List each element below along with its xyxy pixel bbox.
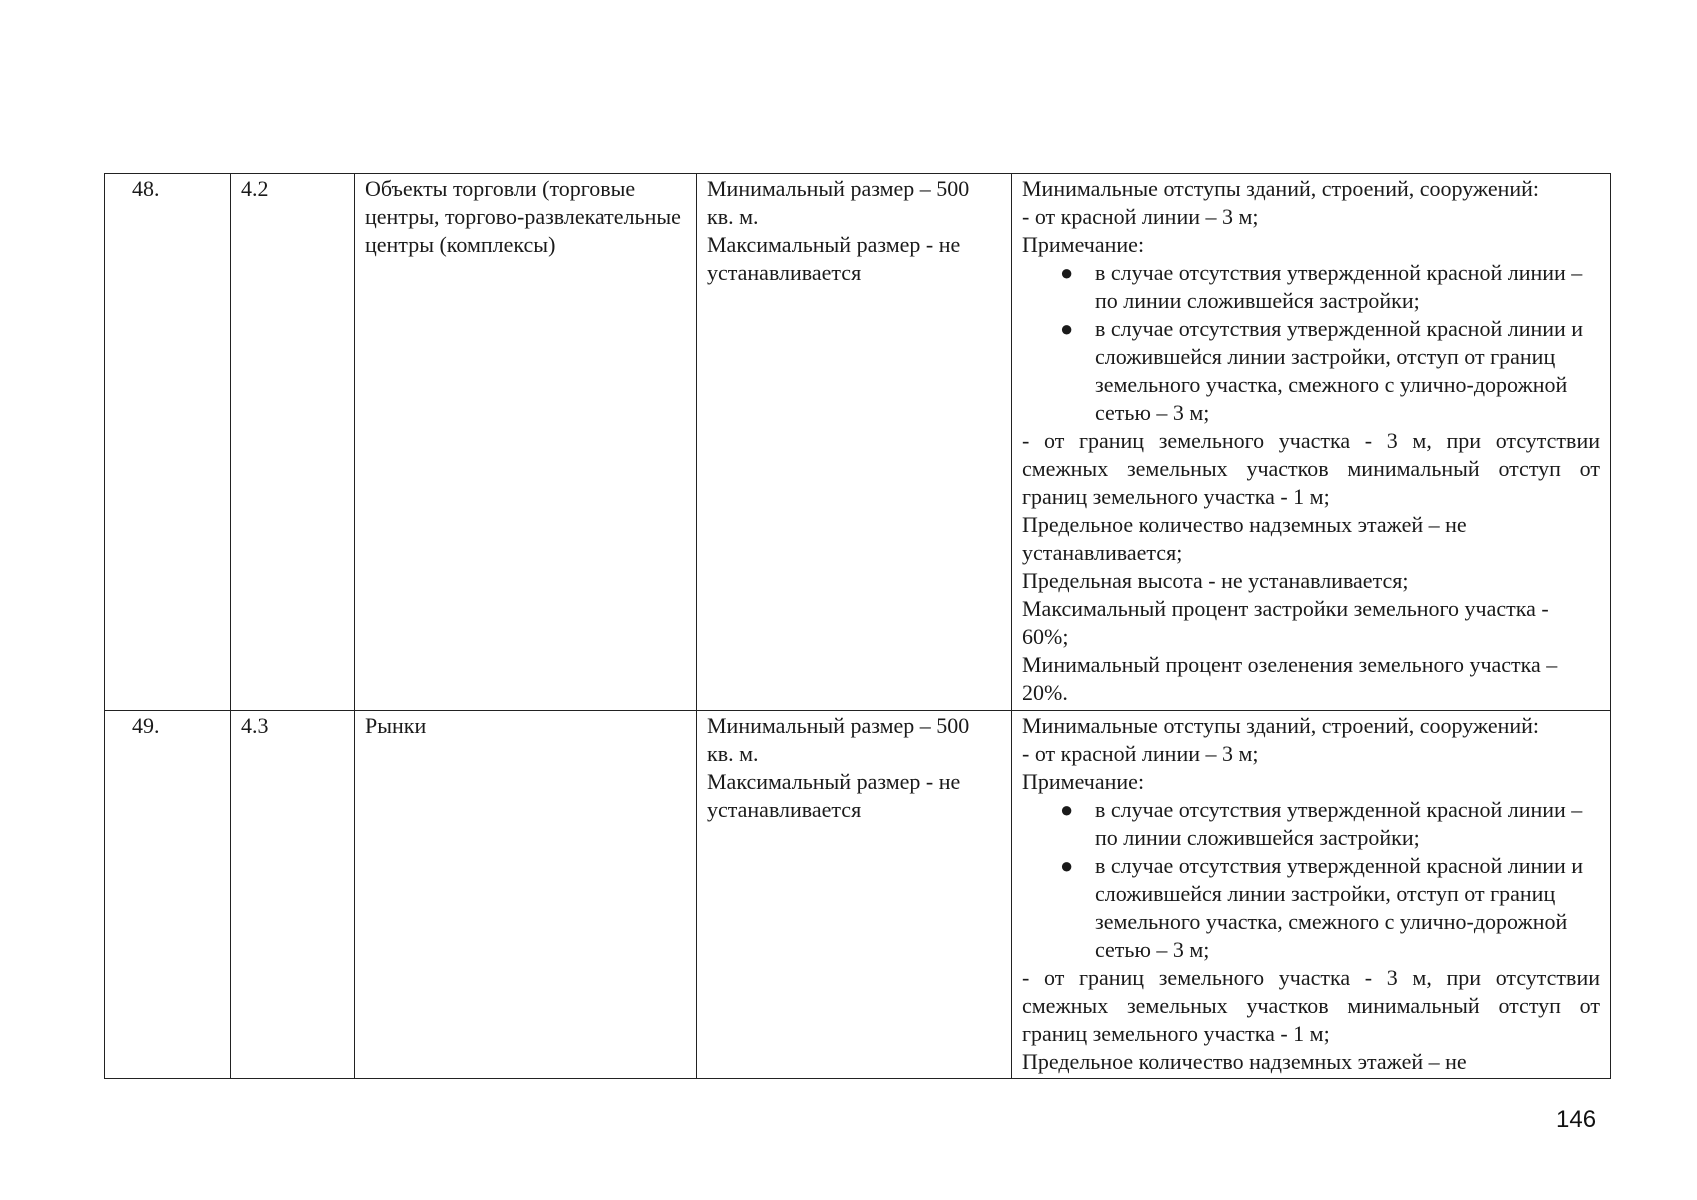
plot-size-max: Максимальный размер - не устанавливается	[707, 232, 961, 285]
bullet-icon: ●	[1060, 797, 1074, 822]
list-item	[1022, 315, 1600, 427]
use-code-cell	[231, 711, 355, 1079]
plot-size-min: Минимальный размер – 500 кв. м.	[707, 176, 970, 229]
list-item	[1022, 796, 1600, 852]
min-greening: Минимальный процент озеленения земельного участка – 20%.	[1022, 652, 1558, 705]
bullet-icon: ●	[1060, 260, 1074, 285]
boundary-setback: - от границ земельного участка - 3 м, при отсутствии смежных земельных участков минимальный отступ от границ земельного участка - 1 м;	[1022, 428, 1600, 509]
setbacks-heading: Минимальные отступы зданий, строений, сооружений:	[1022, 713, 1540, 738]
floors-limit: Предельное количество надземных этажей – не устанавливается;	[1022, 512, 1467, 565]
use-name: Объекты торговли (торговые центры, торгово-развлекательные центры (комплексы)	[365, 176, 681, 257]
max-coverage: Максимальный процент застройки земельного участка - 60%;	[1022, 596, 1549, 649]
use-code: 4.3	[241, 713, 269, 738]
red-line-setback: - от красной линии – 3 м;	[1022, 204, 1259, 229]
plot-size-min: Минимальный размер – 500 кв. м.	[707, 713, 970, 766]
floors-limit: Предельное количество надземных этажей – не	[1022, 1049, 1467, 1074]
note-label: Примечание:	[1022, 232, 1145, 257]
page-number: 146	[1556, 1106, 1597, 1133]
row-number: 48.	[132, 176, 160, 201]
note-list	[1022, 259, 1600, 427]
plot-size-cell	[697, 711, 1012, 1079]
table-row	[105, 174, 1611, 711]
use-code-cell	[231, 174, 355, 711]
list-item	[1022, 259, 1600, 315]
boundary-setback: - от границ земельного участка - 3 м, при отсутствии смежных земельных участков минимальный отступ от границ земельного участка - 1 м;	[1022, 965, 1600, 1046]
height-limit: Предельная высота - не устанавливается;	[1022, 568, 1409, 593]
use-name: Рынки	[365, 713, 427, 738]
setbacks-heading: Минимальные отступы зданий, строений, сооружений:	[1022, 176, 1540, 201]
red-line-setback: - от красной линии – 3 м;	[1022, 741, 1259, 766]
list-item-text: в случае отсутствия утвержденной красной линии и сложившейся линии застройки, отступ от границ земельного участка, смежного с улично-дорожной сетью – 3 м;	[1095, 316, 1584, 425]
use-name-cell	[355, 711, 697, 1079]
plot-size-cell	[697, 174, 1012, 711]
zoning-table	[104, 173, 1611, 1079]
note-label: Примечание:	[1022, 769, 1145, 794]
row-number-cell	[105, 174, 231, 711]
row-number: 49.	[132, 713, 160, 738]
parameters-cell	[1012, 711, 1611, 1079]
bullet-icon: ●	[1060, 853, 1074, 878]
list-item-text: в случае отсутствия утвержденной красной линии – по линии сложившейся застройки;	[1095, 260, 1583, 313]
plot-size-max: Максимальный размер - не устанавливается	[707, 769, 961, 822]
list-item	[1022, 852, 1600, 964]
table-row	[105, 711, 1611, 1079]
use-code: 4.2	[241, 176, 269, 201]
parameters-cell	[1012, 174, 1611, 711]
row-number-cell	[105, 711, 231, 1079]
list-item-text: в случае отсутствия утвержденной красной линии и сложившейся линии застройки, отступ от границ земельного участка, смежного с улично-дорожной сетью – 3 м;	[1095, 853, 1584, 962]
note-list	[1022, 796, 1600, 964]
bullet-icon: ●	[1060, 316, 1074, 341]
use-name-cell	[355, 174, 697, 711]
list-item-text: в случае отсутствия утвержденной красной линии – по линии сложившейся застройки;	[1095, 797, 1583, 850]
